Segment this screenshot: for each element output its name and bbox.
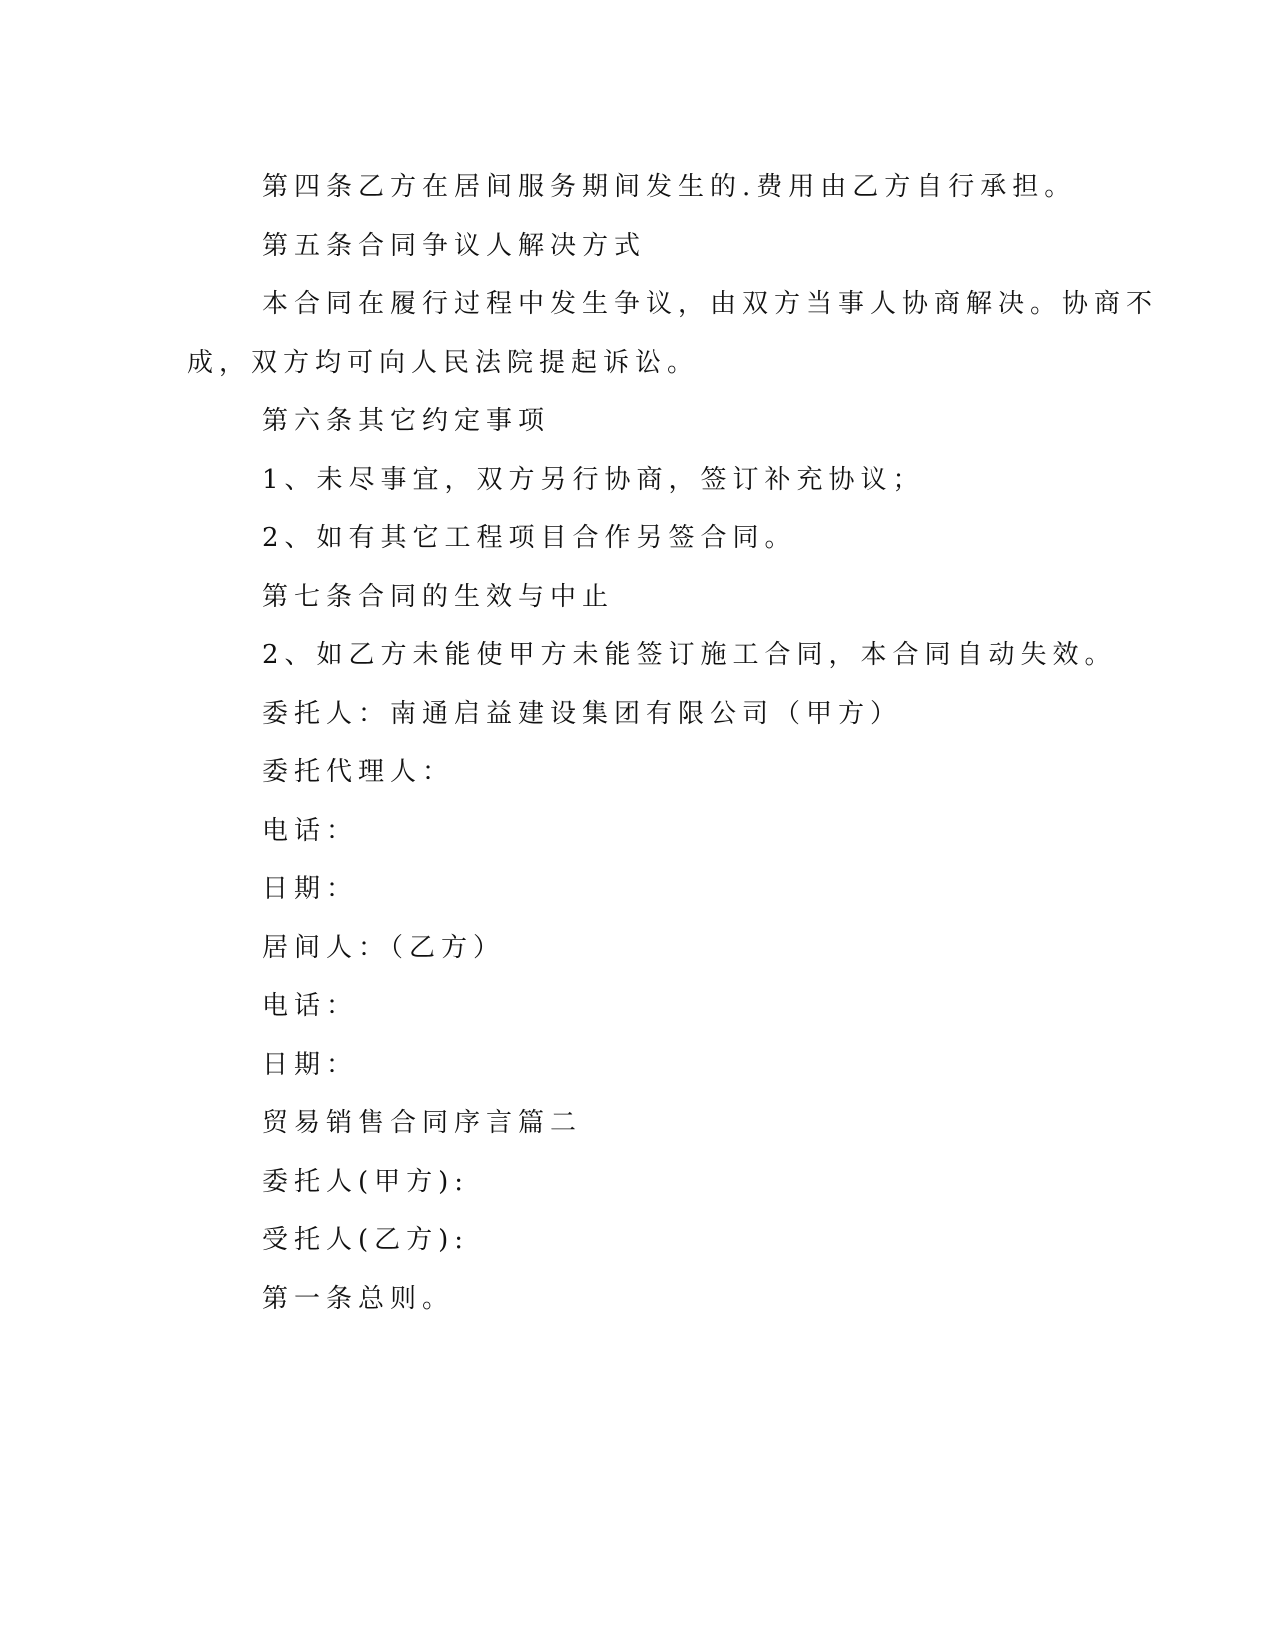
paragraph-article-5-heading: 第五条合同争议人解决方式	[262, 231, 647, 261]
paragraph-item-1: 1、未尽事宜，双方另行协商，签订补充协议；	[262, 465, 925, 495]
paragraph-trustee-party-b: 受托人(乙方):	[262, 1225, 470, 1255]
paragraph-article-6-heading: 第六条其它约定事项	[262, 406, 551, 436]
paragraph-principal: 委托人：南通启益建设集团有限公司（甲方）	[262, 699, 903, 729]
paragraph-date-1: 日期：	[262, 874, 359, 904]
paragraph-article-7-heading: 第七条合同的生效与中止	[262, 582, 615, 612]
paragraph-phone-1: 电话：	[262, 816, 359, 846]
paragraph-date-2: 日期：	[262, 1050, 359, 1080]
paragraph-dispute-line-1: 本合同在履行过程中发生争议，由双方当事人协商解决。协商不	[262, 289, 1159, 319]
paragraph-dispute-line-2: 成，双方均可向人民法院提起诉讼。	[187, 348, 700, 378]
paragraph-article-1-general: 第一条总则。	[262, 1284, 455, 1314]
paragraph-section-title: 贸易销售合同序言篇二	[262, 1108, 583, 1138]
paragraph-agent: 委托代理人：	[262, 757, 455, 787]
paragraph-article-7-item-2: 2、如乙方未能使甲方未能签订施工合同，本合同自动失效。	[262, 640, 1117, 670]
paragraph-item-2: 2、如有其它工程项目合作另签合同。	[262, 523, 797, 553]
paragraph-principal-party-a: 委托人(甲方):	[262, 1167, 470, 1197]
paragraph-intermediary: 居间人：（乙方）	[262, 933, 506, 963]
paragraph-article-4: 第四条乙方在居间服务期间发生的.费用由乙方自行承担。	[262, 172, 1077, 202]
paragraph-phone-2: 电话：	[262, 991, 359, 1021]
